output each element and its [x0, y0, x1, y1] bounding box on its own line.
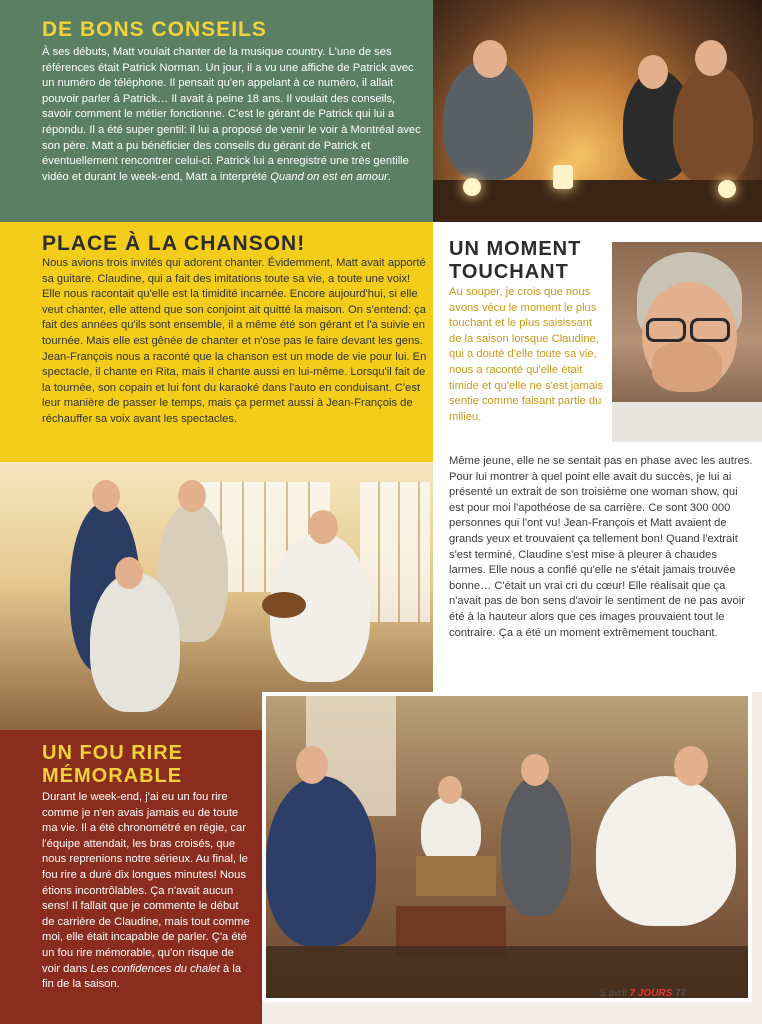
text-chanson: Nous avions trois invités qui adorent chanter. Évidemment, Matt avait apporté sa guitare. Claudine, qui a fait des imitations toute sa vie, a toute une voix! Elle nous racontait qu'elle est la timidité incarnée. Encore aujourd'hui, si elle veut chanter, elle attend que son conjoint ait quitté la maison. On s'entend: ça fait des années qu'ils sont ensemble, il a même été son gérant et l'a suivie en tournée. Mais elle est gênée de chanter et n'ose pas le faire devant les gens. Jean-François nous a raconté que la chanson est un mode de vie pour lui. En spectacle, il chante en Rita, mais il chante aussi en lui-même. Lorsqu'il fait de la tournée, son copain et lui font du karaoké dans l'auto en conduisant. C'est leur manière de passer le temps, mais ça permet aussi à Jean-François de réchauffer sa voix avant les spectacles. — [42, 257, 427, 425]
page-number: 77 — [675, 988, 687, 999]
section-chanson — [0, 222, 433, 462]
heading-moment: UN MOMENT TOUCHANT — [449, 238, 582, 283]
photo-dinner-table — [433, 0, 762, 222]
section-conseils — [0, 0, 433, 222]
magazine-logo: 7 JOURS — [629, 988, 673, 999]
footer-date: 5 avril — [600, 988, 627, 999]
photo-music-room — [0, 462, 433, 730]
heading-fourire: UN FOU RIRE MÉMORABLE — [42, 742, 183, 787]
text-moment: Même jeune, elle ne se sentait pas en phase avec les autres. Pour lui montrer à quel point elle avait du succès, je lui ai présenté un extrait de son troisième one woman show, qui est pour moi l'apothéose de sa carrière. Ce sont 300 000 personnes qui l'ont vu! Jean-François et Matt avaient de grands yeux et trouvaient ça tellement bon! Quand l'extrait s'est terminé, Claudine s'est mise à pleurer à chaudes larmes. Elle nous a confié qu'elle ne s'était jamais trouvée bonne… C'était un vrai cri du cœur! Elle réalisait que ça n'avait pas de bon sens d'avoir le sentiment de ne pas avoir été à la hauteur alors que ces images prouvaient tout le contraire. Ça a été un moment extrêmement touchant. — [449, 455, 753, 639]
page-footer — [600, 988, 686, 999]
photo-claudine-portrait — [612, 242, 762, 442]
text-moment-intro: Au souper, je crois que nous avons vécu le moment le plus touchant et le plus saisissant de la saison lorsque Claudine, qui a douté d'elle toute sa vie, nous a raconté qu'elle était timide et qu'elle ne s'est jamais sentie comme faisant partie du milieu. — [449, 286, 604, 423]
text-conseils: À ses débuts, Matt voulait chanter de la musique country. L'une de ses références était Patrick Norman. Un jour, il a vu une affiche de Patrick avec un numéro de téléphone. Il pensait qu'en appelant à ce numéro, il allait pouvoir parler à Patrick… Il avait à peine 18 ans. Il voulait des conseils, savoir comment le métier fonctionne. C'est le gérant de Patrick qui lui a répondu. Il a été super gentil: il lui a proposé de venir le voir à Montréal avec son père. Matt a pu bénéficier des conseils du gérant de Patrick et éventuellement rencontrer celui-ci. Patrick lui a enregistré une très gentille vidéo et durant le week-end, Matt a interprété Quand on est en amour. — [42, 46, 421, 183]
heading-chanson: PLACE À LA CHANSON! — [42, 232, 306, 255]
section-fourire — [0, 730, 262, 1024]
text-fourire: Durant le week-end, j'ai eu un fou rire comme je n'en avais jamais eu de toute ma vie. Il a été chronométré en régie, car l'équipe attendait, les bras croisés, que nous reprenions notre sérieux. Au final, le fou rire a duré dix longues minutes! Nous étions incontrôlables. Ça n'avait aucun sens! Il fallait que je commente le début de carrière de Claudine, mais tout comme moi, elle était incapable de parler. Ç'a été un fou rire mémorable, qu'on risque de voir dans Les confidences du chalet à la fin de la saison. — [42, 791, 250, 991]
heading-conseils: DE BONS CONSEILS — [42, 18, 267, 41]
photo-cabin-living-room — [262, 692, 752, 1002]
